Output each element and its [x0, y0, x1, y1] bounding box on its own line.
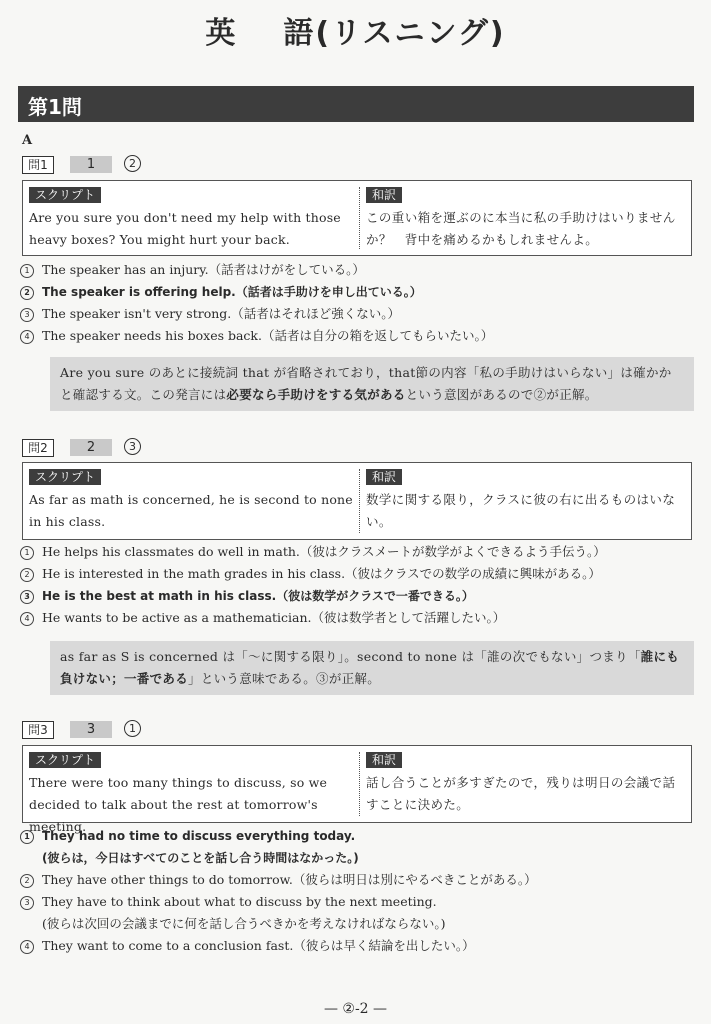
- question-header: [22, 156, 222, 174]
- option-text: He is the best at math in his class.（彼は数学がクラスで一番できる。）: [42, 589, 474, 603]
- explanation-box: [50, 641, 694, 695]
- option: [0, 303, 711, 325]
- question-header: [22, 721, 222, 739]
- option: [0, 259, 711, 281]
- option-correct: [0, 825, 711, 847]
- explanation-highlight: 必要なら手助けをする気がある: [226, 387, 406, 402]
- option-text: The speaker has an injury.（話者はけがをしている。）: [42, 262, 365, 277]
- translation-text: 話し合うことが多すぎたので，残りは明日の会議で話すことに決めた。: [366, 775, 676, 812]
- option-text: The speaker needs his boxes back.（話者は自分の箱を返してもらいたい。）: [42, 328, 494, 343]
- answer-circle: 3: [124, 438, 141, 455]
- translation-tag: 和訳: [366, 752, 402, 768]
- script-tag: スクリプト: [29, 187, 101, 203]
- option-number: 1: [20, 830, 34, 844]
- option-text: He wants to be active as a mathematician.（彼は数学者として活躍したい。）: [42, 610, 506, 625]
- option-number: 4: [20, 612, 34, 626]
- explanation-highlight: 誰にも負けない；一番である: [60, 649, 680, 686]
- translation-panel: [360, 181, 691, 255]
- script-text: Are you sure you don't need my help with those heavy boxes? You might hurt your back.: [29, 210, 341, 247]
- script-text: There were too many things to discuss, so we decided to talk about the rest at tomorrow's meeting.: [29, 775, 328, 834]
- translation-tag: 和訳: [366, 187, 402, 203]
- script-box: [22, 180, 692, 256]
- option-text: They had no time to discuss everything today.: [42, 829, 356, 843]
- option-text: They have to think about what to discuss by the next meeting.: [42, 894, 437, 909]
- option-text: They have other things to do tomorrow.（彼らは明日は別にやるべきことがある。）: [42, 872, 537, 887]
- option-text: He helps his classmates do well in math.（彼はクラスメートが数学がよくできるよう手伝う。）: [42, 544, 606, 559]
- translation-tag: 和訳: [366, 469, 402, 485]
- option-number: 3: [20, 590, 34, 604]
- option-translation: (彼らは次回の会議までに何を話し合うべきかを考えなければならない。): [42, 916, 446, 931]
- question-number: 1: [70, 156, 112, 173]
- option-number: 2: [20, 568, 34, 582]
- answer-circle: 1: [124, 720, 141, 737]
- title-part1: 英: [205, 16, 238, 51]
- option-text: They want to come to a conclusion fast.（彼らは早く結論を出したい。）: [42, 938, 475, 953]
- option-text: He is interested in the math grades in his class.（彼はクラスでの数学の成績に興味がある。）: [42, 566, 601, 581]
- section-header: [18, 86, 694, 122]
- script-tag: スクリプト: [29, 752, 101, 768]
- option-number: 2: [20, 874, 34, 888]
- script-panel: [23, 181, 359, 255]
- translation-text: 数学に関する限り，クラスに彼の右に出るものはいない。: [366, 492, 676, 529]
- option-correct: [0, 585, 711, 607]
- translation-panel: [360, 746, 691, 822]
- option: [0, 541, 711, 563]
- option-number: 2: [20, 286, 34, 300]
- explanation-text: Are you sure のあとに接続詞 that が省略されており，that節の内容「私の手助けはいらない」は確かかと確認する文。この発言には: [60, 365, 672, 402]
- options-list: [0, 825, 711, 957]
- option: [0, 891, 711, 913]
- options-list: [0, 541, 711, 629]
- subsection-label: A: [22, 133, 33, 148]
- question-label: 問2: [22, 439, 54, 457]
- translation-text: この重い箱を運ぶのに本当に私の手助けはいりませんか？ 背中を痛めるかもしれませんよ。: [366, 210, 676, 247]
- option: [0, 563, 711, 585]
- explanation-text: as far as S is concerned は「～に関する限り」。second to none は「誰の次でもない」つまり「: [60, 649, 641, 664]
- option-correct: [0, 281, 711, 303]
- option: [0, 607, 711, 629]
- option-number: 3: [20, 896, 34, 910]
- option-number: 1: [20, 264, 34, 278]
- option-number: 3: [20, 308, 34, 322]
- section-title: 第1問: [28, 95, 82, 119]
- question-number: 2: [70, 439, 112, 456]
- question-label: 問1: [22, 156, 54, 174]
- option-number: 4: [20, 940, 34, 954]
- page-number: — ②-2 —: [323, 1001, 388, 1017]
- option-translation: (彼らは，今日はすべてのことを話し合う時間はなかった。): [42, 851, 359, 865]
- option-number: 1: [20, 546, 34, 560]
- question-number: 3: [70, 721, 112, 738]
- script-box: [22, 745, 692, 834]
- options-list: [0, 259, 711, 347]
- script-panel: [23, 746, 359, 834]
- explanation-box: [50, 357, 694, 411]
- answer-circle: 2: [124, 155, 141, 172]
- translation-panel: [360, 463, 691, 539]
- option-number: 4: [20, 330, 34, 344]
- option: [0, 935, 711, 957]
- script-text: As far as math is concerned, he is second to none in his class.: [29, 492, 353, 529]
- option: [0, 325, 711, 347]
- script-tag: スクリプト: [29, 469, 101, 485]
- question-header: [22, 439, 222, 457]
- explanation-text: 」という意味である。③が正解。: [188, 671, 381, 686]
- explanation-text: という意図があるので②が正解。: [405, 387, 598, 402]
- title-part2: 語(リスニング): [283, 16, 506, 51]
- option-text: The speaker is offering help.（話者は手助けを申し出ている。）: [42, 285, 422, 299]
- option: [0, 869, 711, 891]
- page-title: [0, 8, 711, 52]
- option-text: The speaker isn't very strong.（話者はそれほど強くない。）: [42, 306, 401, 321]
- script-box: [22, 462, 692, 540]
- question-label: 問3: [22, 721, 54, 739]
- script-panel: [23, 463, 359, 539]
